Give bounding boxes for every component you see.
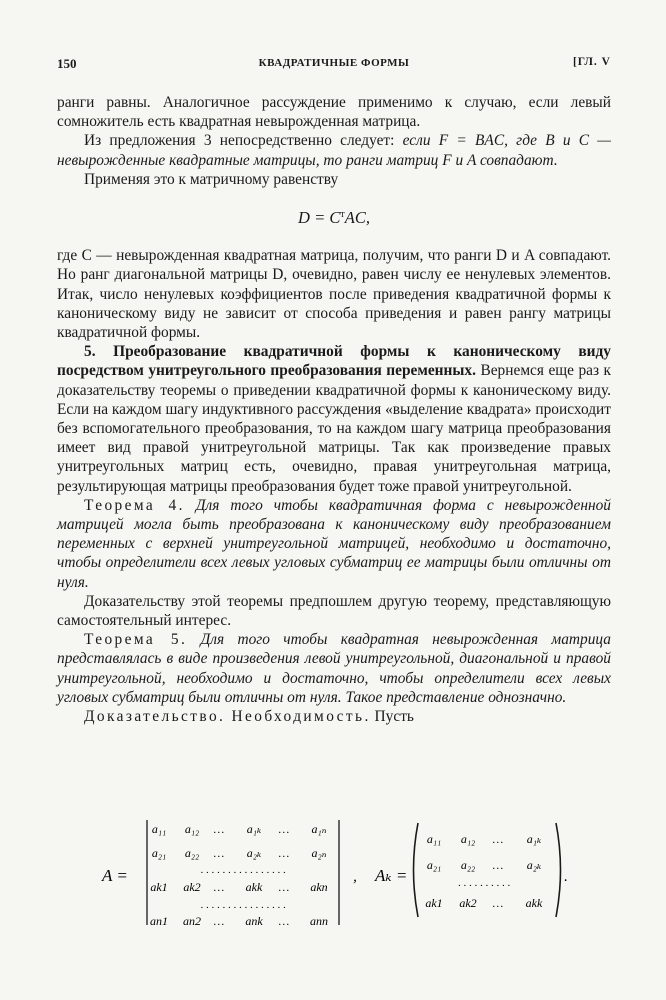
proof-text: Пусть: [370, 708, 414, 726]
chapter-label: [ГЛ. V: [572, 56, 611, 68]
matrix-ak-entry: a₁₁: [426, 832, 442, 846]
matrix-ak-dots-row: · · · · · · · · · ·: [457, 880, 511, 892]
matrix-display: [100, 815, 580, 935]
page-body: [57, 93, 611, 726]
matrix-ak-entry: ak2: [459, 896, 477, 910]
matrix-ak-entry: a₁₂: [460, 832, 476, 846]
matrix-a-entry: a₁₂: [184, 822, 200, 836]
matrix-a-entry: a₁₁: [151, 822, 167, 836]
matrix-a-entry: an2: [183, 914, 201, 928]
section-5-heading: 5. Преобразование квадратичной формы к каноническому виду посредством унитреугольного преобразования переменных.: [57, 343, 611, 380]
matrix-a-entry: …: [278, 822, 290, 836]
formula-left: D = C: [298, 208, 341, 228]
matrix-ak-entry: …: [492, 896, 504, 910]
matrix-a-entry: …: [278, 846, 290, 860]
matrix-ak-entry: a₂₁: [426, 858, 442, 872]
matrix-a-dots-row: · · · · · · · · · · · · · · · ·: [200, 867, 286, 879]
paragraph-proposition: [57, 131, 611, 169]
proposition-statement: если F = BAC, где B и C — невырожденные квадратные матрицы, то ранги матриц F и A совпадают.: [57, 132, 611, 169]
matrix-a-lhs: A =: [102, 866, 128, 885]
matrix-a-entry: …: [278, 914, 290, 928]
paragraph-section-5: [57, 342, 611, 496]
matrix-a-entry: …: [213, 880, 225, 894]
running-title: КВАДРАТИЧНЫЕ ФОРМЫ: [258, 57, 410, 69]
matrix-a-entry: …: [213, 914, 225, 928]
theorem-4-statement: Для того чтобы квадратичная форма с невырожденной матрицей могла быть преобразована к каноническому виду преобразованием переменных с верхней унитреугольной матрицей, необходимо и достаточно, чтобы определители всех левых угловых субматриц ее матрицы были отличны от нуля.: [57, 496, 611, 591]
matrix-a-entry: …: [278, 880, 290, 894]
theorem-5-label: Теорема 5.: [84, 631, 188, 649]
matrix-ak-entry: …: [492, 832, 504, 846]
matrix-a-entry: a₂ₖ: [246, 846, 262, 860]
matrix-ak-entry: a₁ₖ: [526, 832, 542, 846]
matrix-a-dots-row: · · · · · · · · · · · · · · · ·: [200, 902, 286, 914]
section-5-text: Вернемся еще раз к доказательству теоремы о приведении квадратичной формы к каноническому виду. Если на каждом шагу индуктивного рассуждения «выделение квадрата» происходит без вспомогательного преобразования, то на каждом шагу матрица преобразования имеет вид правой унитреугольной матрицы. Так как произведение правых унитреугольных матриц есть, очевидно, правая унитреугольная матрица, результирующая матрицы преобразования будет тоже правой унитреугольной.: [57, 362, 611, 495]
matrix-a-entry: a₂₂: [184, 846, 200, 860]
paragraph-preface: Доказательству этой теоремы предпошлем другую теорему, представляющую самостоятельный интерес.: [57, 592, 611, 630]
matrix-a-entry: a₁ₙ: [311, 822, 327, 836]
theorem-4-label: Теорема 4.: [84, 496, 185, 514]
proposition-intro: Из предложения 3 непосредственно следует:: [84, 132, 403, 150]
formula-right: AC,: [344, 208, 370, 228]
matrix-a-entry: …: [213, 822, 225, 836]
matrix-a-entry: an1: [150, 914, 168, 928]
theorem-4: [57, 496, 611, 592]
theorem-5: [57, 630, 611, 707]
matrix-a-entry: ak2: [183, 880, 201, 894]
matrix-ak-entry: ak1: [425, 896, 443, 910]
matrix-ak-entry: …: [492, 858, 504, 872]
matrix-ak-entry: akk: [525, 896, 543, 910]
matrix-a-entry: ak1: [150, 880, 168, 894]
matrix-a-entry: a₂ₙ: [311, 846, 327, 860]
paragraph-rank-conclusion: где C — невырожденная квадратная матрица, получим, что ранги D и A совпадают. Но ранг диагональной матрицы D, очевидно, равен числу ее ненулевых элементов. Итак, число ненулевых коэффициентов после приведения квадратичной формы к каноническому виду не зависит от способа приведения и равен рангу матрицы квадратичной формы.: [57, 247, 611, 342]
matrix-a-entry: ank: [245, 914, 263, 928]
matrix-a-entry: akk: [245, 880, 263, 894]
theorem-5-statement: Для того чтобы квадратная невырожденная матрица представлялась в виде произведения левой унитреугольной, диагональной и правой унитреугольной, необходимо и достаточно, чтобы определители всех левых угловых субматриц были отличны от нуля. Такое представление однозначно.: [57, 631, 611, 706]
matrix-a-entry: …: [213, 846, 225, 860]
matrix-ak-trailing-period: .: [564, 869, 568, 885]
matrix-ak-entry: a₂₂: [460, 858, 476, 872]
formula-d-equals-ctac: [57, 205, 611, 227]
matrix-a-entry: akn: [310, 880, 328, 894]
matrix-figure: [100, 815, 580, 935]
proof-label: Доказательство. Необходимость.: [84, 708, 371, 726]
matrix-ak-lhs: Aₖ =: [375, 866, 408, 885]
matrix-a-entry: a₂₁: [151, 846, 167, 860]
page-number: 150: [57, 56, 77, 71]
formula-transpose-mark: т: [340, 209, 345, 221]
matrix-a-entry: a₁ₖ: [246, 822, 262, 836]
matrix-ak-entry: a₂ₖ: [526, 858, 542, 872]
matrix-a-trailing-comma: ,: [353, 869, 357, 885]
matrix-ak-left-paren: [414, 823, 419, 917]
paragraph-ranks-equal: ранги равны. Аналогичное рассуждение применимо к случаю, если левый сомножитель есть квадратная невырожденная матрица.: [57, 94, 611, 131]
matrix-ak-right-paren: [556, 823, 561, 917]
page-header: [57, 56, 611, 72]
paragraph-applying: Применяя это к матричному равенству: [84, 170, 339, 188]
matrix-a-entry: ann: [310, 914, 328, 928]
proof-start: [57, 707, 611, 726]
